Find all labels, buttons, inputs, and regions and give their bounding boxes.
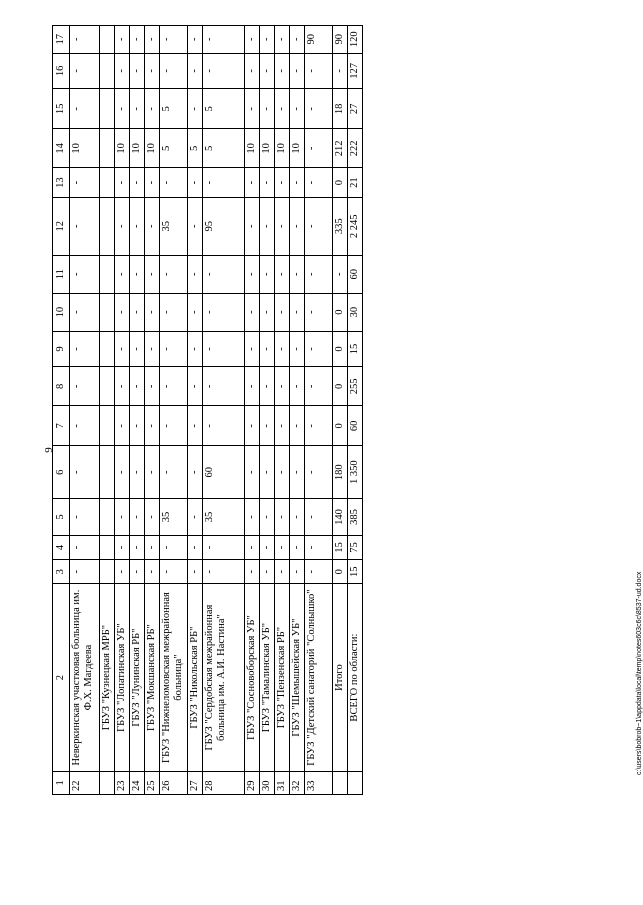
value-cell: 212 <box>333 129 348 168</box>
value-cell: - <box>115 446 130 499</box>
table-row <box>188 26 203 795</box>
row-number-cell: 23 <box>115 771 130 794</box>
value-cell: 0 <box>333 560 348 584</box>
header-cell: 5 <box>53 499 70 536</box>
value-cell: - <box>70 535 100 559</box>
value-cell: 255 <box>348 367 363 406</box>
table-row <box>275 26 290 795</box>
row-number-cell: 25 <box>145 771 160 794</box>
value-cell: - <box>333 255 348 293</box>
value-cell: 5 <box>160 89 188 129</box>
value-cell: - <box>290 406 305 446</box>
value-cell: - <box>203 53 245 89</box>
value-cell: - <box>115 535 130 559</box>
table-row <box>290 26 305 795</box>
value-cell: - <box>145 560 160 584</box>
value-cell: 15 <box>348 560 363 584</box>
value-cell: 10 <box>70 129 100 168</box>
value-cell: 10 <box>115 129 130 168</box>
value-cell: - <box>145 197 160 255</box>
institution-name-cell: ГБУЗ "Нижнеломовская межрайонная больница" <box>160 584 188 772</box>
value-cell: - <box>245 367 260 406</box>
value-cell: - <box>130 168 145 197</box>
value-cell: - <box>290 26 305 54</box>
value-cell <box>100 53 115 89</box>
value-cell: - <box>115 560 130 584</box>
value-cell: - <box>188 89 203 129</box>
row-number-cell: 33 <box>305 771 333 794</box>
value-cell: - <box>260 168 275 197</box>
value-cell: 0 <box>333 406 348 446</box>
value-cell: - <box>188 53 203 89</box>
value-cell: 0 <box>333 168 348 197</box>
value-cell: - <box>245 26 260 54</box>
value-cell: - <box>203 406 245 446</box>
value-cell: - <box>160 367 188 406</box>
page-number: 9 <box>43 447 55 453</box>
value-cell: - <box>305 367 333 406</box>
value-cell: 1 350 <box>348 446 363 499</box>
value-cell: - <box>275 53 290 89</box>
value-cell: - <box>260 53 275 89</box>
institution-name-cell: ГБУЗ "Тамалинская УБ" <box>260 584 275 772</box>
value-cell: - <box>305 197 333 255</box>
table-row <box>100 26 115 795</box>
value-cell: - <box>203 367 245 406</box>
value-cell: - <box>188 560 203 584</box>
row-number-cell: 24 <box>130 771 145 794</box>
value-cell: - <box>305 499 333 536</box>
value-cell: - <box>333 53 348 89</box>
value-cell: - <box>260 331 275 367</box>
value-cell: - <box>203 26 245 54</box>
value-cell: - <box>115 168 130 197</box>
value-cell: - <box>160 560 188 584</box>
value-cell: 10 <box>290 129 305 168</box>
value-cell: - <box>260 499 275 536</box>
institution-name-cell: ВСЕГО по области: <box>348 584 363 772</box>
value-cell: 10 <box>275 129 290 168</box>
value-cell: - <box>245 499 260 536</box>
value-cell: - <box>260 367 275 406</box>
row-number-cell: 26 <box>160 771 188 794</box>
value-cell: 2 245 <box>348 197 363 255</box>
value-cell <box>100 499 115 536</box>
value-cell: - <box>275 197 290 255</box>
institution-name-cell: ГБУЗ "Кузнецкая МРБ" <box>100 584 115 772</box>
value-cell: - <box>290 535 305 559</box>
value-cell: - <box>245 89 260 129</box>
header-row <box>53 26 70 795</box>
value-cell: 15 <box>333 535 348 559</box>
table-row <box>160 26 188 795</box>
value-cell: - <box>115 53 130 89</box>
value-cell: 0 <box>333 293 348 331</box>
value-cell: - <box>305 53 333 89</box>
value-cell: - <box>70 367 100 406</box>
header-cell: 10 <box>53 293 70 331</box>
value-cell: - <box>203 168 245 197</box>
institution-name-cell: Неверкинская участковая больница им. Ф.Х. Магдеева <box>70 584 100 772</box>
value-cell: - <box>305 89 333 129</box>
value-cell: - <box>305 406 333 446</box>
value-cell <box>100 168 115 197</box>
value-cell: - <box>145 446 160 499</box>
value-cell: - <box>260 560 275 584</box>
value-cell: - <box>188 168 203 197</box>
header-cell: 14 <box>53 129 70 168</box>
value-cell: 60 <box>348 255 363 293</box>
institution-name-cell: ГБУЗ "Сердобская межрайонная больница им. А.И. Настина" <box>203 584 245 772</box>
value-cell: - <box>260 446 275 499</box>
row-number-cell <box>100 771 115 794</box>
value-cell: - <box>290 293 305 331</box>
value-cell <box>100 26 115 54</box>
value-cell: - <box>70 53 100 89</box>
value-cell: 5 <box>188 129 203 168</box>
value-cell: - <box>290 168 305 197</box>
value-cell: - <box>70 293 100 331</box>
value-cell: - <box>70 331 100 367</box>
value-cell: - <box>305 331 333 367</box>
value-cell: - <box>160 331 188 367</box>
value-cell: - <box>70 89 100 129</box>
value-cell: - <box>115 89 130 129</box>
value-cell: 15 <box>348 331 363 367</box>
value-cell: - <box>305 535 333 559</box>
value-cell: 5 <box>203 89 245 129</box>
table-row <box>203 26 245 795</box>
header-cell: 7 <box>53 406 70 446</box>
value-cell: - <box>188 499 203 536</box>
row-number-cell <box>348 771 363 794</box>
value-cell: - <box>160 26 188 54</box>
value-cell: - <box>188 406 203 446</box>
value-cell <box>100 255 115 293</box>
value-cell: - <box>245 331 260 367</box>
value-cell: 10 <box>145 129 160 168</box>
value-cell <box>100 197 115 255</box>
value-cell: - <box>305 129 333 168</box>
institution-name-cell: ГБУЗ "Никольская РБ" <box>188 584 203 772</box>
institution-name-cell: ГБУЗ "Пензенская РБ" <box>275 584 290 772</box>
row-number-cell: 30 <box>260 771 275 794</box>
value-cell: - <box>160 168 188 197</box>
value-cell: 95 <box>203 197 245 255</box>
value-cell: - <box>130 26 145 54</box>
value-cell: - <box>130 367 145 406</box>
value-cell: - <box>245 293 260 331</box>
value-cell: - <box>203 293 245 331</box>
value-cell: 30 <box>348 293 363 331</box>
row-number-cell: 32 <box>290 771 305 794</box>
value-cell <box>100 367 115 406</box>
value-cell: 10 <box>245 129 260 168</box>
row-number-cell: 22 <box>70 771 100 794</box>
value-cell: - <box>290 367 305 406</box>
value-cell: - <box>245 168 260 197</box>
header-cell: 6 <box>53 446 70 499</box>
header-cell: 8 <box>53 367 70 406</box>
value-cell <box>100 89 115 129</box>
institution-name-cell: ГБУЗ "Лопатинская УБ" <box>115 584 130 772</box>
value-cell: 140 <box>333 499 348 536</box>
value-cell: - <box>188 367 203 406</box>
value-cell: - <box>275 255 290 293</box>
value-cell: - <box>245 197 260 255</box>
value-cell: - <box>145 168 160 197</box>
value-cell: - <box>290 53 305 89</box>
value-cell: - <box>160 293 188 331</box>
value-cell <box>100 331 115 367</box>
value-cell: - <box>145 89 160 129</box>
value-cell: - <box>115 367 130 406</box>
institution-name-cell: ГБУЗ "Шемышейская УБ" <box>290 584 305 772</box>
value-cell: 120 <box>348 26 363 54</box>
value-cell: - <box>275 535 290 559</box>
value-cell: - <box>290 89 305 129</box>
value-cell: - <box>260 406 275 446</box>
value-cell: - <box>145 293 160 331</box>
value-cell: - <box>188 26 203 54</box>
value-cell: - <box>130 560 145 584</box>
value-cell: - <box>275 406 290 446</box>
value-cell: - <box>203 535 245 559</box>
value-cell: - <box>305 293 333 331</box>
value-cell: 385 <box>348 499 363 536</box>
value-cell: - <box>203 560 245 584</box>
value-cell: - <box>160 406 188 446</box>
table-row <box>305 26 333 795</box>
value-cell: - <box>145 535 160 559</box>
value-cell: - <box>70 197 100 255</box>
value-cell: - <box>115 293 130 331</box>
value-cell: - <box>290 197 305 255</box>
value-cell: - <box>70 255 100 293</box>
value-cell: - <box>275 560 290 584</box>
value-cell: - <box>275 499 290 536</box>
value-cell: - <box>70 26 100 54</box>
table-row <box>70 26 100 795</box>
value-cell: 90 <box>305 26 333 54</box>
value-cell: - <box>188 331 203 367</box>
value-cell: - <box>160 535 188 559</box>
table-row <box>348 26 363 795</box>
value-cell: 10 <box>130 129 145 168</box>
value-cell: - <box>245 560 260 584</box>
value-cell: - <box>275 168 290 197</box>
table-row <box>260 26 275 795</box>
value-cell: - <box>115 26 130 54</box>
value-cell: 35 <box>203 499 245 536</box>
value-cell: 35 <box>160 499 188 536</box>
value-cell <box>100 406 115 446</box>
row-number-cell: 28 <box>203 771 245 794</box>
value-cell: - <box>260 535 275 559</box>
value-cell: - <box>130 535 145 559</box>
value-cell: - <box>115 331 130 367</box>
value-cell: - <box>145 331 160 367</box>
value-cell <box>100 560 115 584</box>
value-cell: - <box>115 255 130 293</box>
value-cell: - <box>70 560 100 584</box>
value-cell: - <box>115 499 130 536</box>
value-cell: - <box>245 446 260 499</box>
value-cell: - <box>145 499 160 536</box>
value-cell <box>100 535 115 559</box>
institution-name-cell: ГБУЗ "Мокшанская РБ" <box>145 584 160 772</box>
value-cell: - <box>260 89 275 129</box>
value-cell: - <box>245 406 260 446</box>
value-cell: - <box>130 53 145 89</box>
value-cell: - <box>130 89 145 129</box>
value-cell: - <box>203 331 245 367</box>
header-cell: 11 <box>53 255 70 293</box>
value-cell: - <box>203 255 245 293</box>
header-cell: 3 <box>53 560 70 584</box>
value-cell: - <box>130 406 145 446</box>
row-number-cell: 31 <box>275 771 290 794</box>
value-cell: 0 <box>333 331 348 367</box>
header-cell: 9 <box>53 331 70 367</box>
value-cell: 127 <box>348 53 363 89</box>
value-cell: - <box>245 535 260 559</box>
file-path-footer: c:\users\bobrob~1\appdata\local\temp\notes603c6c\8537-ud.docx <box>636 571 643 775</box>
value-cell: 27 <box>348 89 363 129</box>
value-cell: 75 <box>348 535 363 559</box>
value-cell: 60 <box>203 446 245 499</box>
row-number-cell: 27 <box>188 771 203 794</box>
value-cell: 35 <box>160 197 188 255</box>
data-table <box>52 25 363 795</box>
header-cell: 13 <box>53 168 70 197</box>
institution-name-cell: ГБУЗ "Лунинская РБ" <box>130 584 145 772</box>
value-cell: - <box>188 535 203 559</box>
value-cell: 21 <box>348 168 363 197</box>
value-cell: - <box>130 499 145 536</box>
value-cell: - <box>160 53 188 89</box>
value-cell: - <box>290 499 305 536</box>
value-cell: 222 <box>348 129 363 168</box>
value-cell: - <box>188 255 203 293</box>
value-cell: - <box>145 406 160 446</box>
header-cell: 17 <box>53 26 70 54</box>
value-cell: - <box>290 446 305 499</box>
value-cell: - <box>130 293 145 331</box>
value-cell: - <box>70 406 100 446</box>
value-cell: - <box>290 331 305 367</box>
value-cell: - <box>275 293 290 331</box>
value-cell: - <box>130 197 145 255</box>
value-cell: - <box>260 197 275 255</box>
header-cell: 12 <box>53 197 70 255</box>
header-cell: 15 <box>53 89 70 129</box>
value-cell: - <box>245 53 260 89</box>
value-cell: - <box>188 446 203 499</box>
value-cell: - <box>188 197 203 255</box>
value-cell: 5 <box>160 129 188 168</box>
value-cell: - <box>145 255 160 293</box>
value-cell: - <box>70 499 100 536</box>
value-cell: - <box>275 367 290 406</box>
header-cell: 16 <box>53 53 70 89</box>
value-cell: 60 <box>348 406 363 446</box>
value-cell: - <box>290 255 305 293</box>
value-cell: - <box>130 446 145 499</box>
value-cell: - <box>145 26 160 54</box>
value-cell: - <box>260 255 275 293</box>
value-cell: - <box>290 560 305 584</box>
value-cell: - <box>305 446 333 499</box>
institution-name-cell: ГБУЗ "Детский санаторий "Солнышко" <box>305 584 333 772</box>
row-number-cell: 29 <box>245 771 260 794</box>
value-cell: - <box>145 53 160 89</box>
value-cell: - <box>115 406 130 446</box>
table-row <box>333 26 348 795</box>
value-cell <box>100 293 115 331</box>
value-cell <box>100 129 115 168</box>
value-cell: - <box>305 168 333 197</box>
row-number-cell <box>333 771 348 794</box>
value-cell: - <box>305 255 333 293</box>
value-cell: 90 <box>333 26 348 54</box>
value-cell: - <box>130 255 145 293</box>
value-cell: - <box>145 367 160 406</box>
value-cell: 335 <box>333 197 348 255</box>
value-cell: - <box>70 168 100 197</box>
value-cell: - <box>130 331 145 367</box>
value-cell: - <box>275 26 290 54</box>
value-cell: - <box>188 293 203 331</box>
value-cell: 10 <box>260 129 275 168</box>
value-cell: - <box>70 446 100 499</box>
value-cell: - <box>275 331 290 367</box>
header-cell: 4 <box>53 535 70 559</box>
institution-name-cell: ГБУЗ "Сосновоборская УБ" <box>245 584 260 772</box>
value-cell: - <box>245 255 260 293</box>
value-cell <box>100 446 115 499</box>
value-cell: - <box>115 197 130 255</box>
value-cell: 180 <box>333 446 348 499</box>
value-cell: 0 <box>333 367 348 406</box>
value-cell: - <box>160 446 188 499</box>
table-row <box>145 26 160 795</box>
table-row <box>130 26 145 795</box>
value-cell: - <box>305 560 333 584</box>
table-row <box>115 26 130 795</box>
value-cell: 18 <box>333 89 348 129</box>
value-cell: - <box>260 26 275 54</box>
value-cell: - <box>275 89 290 129</box>
institution-name-cell: Итого <box>333 584 348 772</box>
table-row <box>245 26 260 795</box>
value-cell: - <box>260 293 275 331</box>
value-cell: - <box>275 446 290 499</box>
value-cell: - <box>160 255 188 293</box>
header-cell: 1 <box>53 771 70 794</box>
value-cell: 5 <box>203 129 245 168</box>
header-cell: 2 <box>53 584 70 772</box>
